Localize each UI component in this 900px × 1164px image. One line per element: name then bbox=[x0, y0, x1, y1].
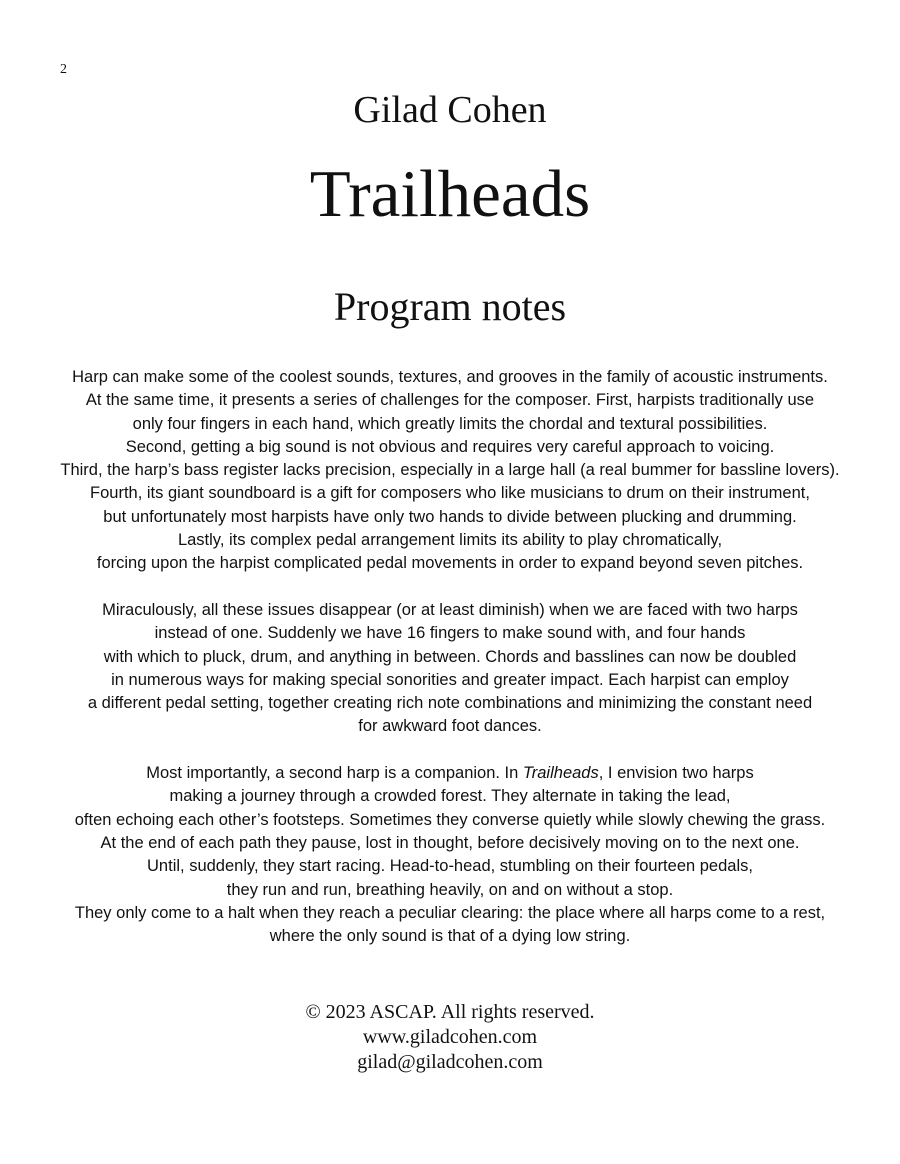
notes-line: Lastly, its complex pedal arrangement limits its ability to play chromatically, bbox=[177, 531, 723, 550]
notes-line: instead of one. Suddenly we have 16 fingers to make sound with, and four hands bbox=[154, 624, 746, 643]
notes-line: for awkward foot dances. bbox=[358, 717, 542, 736]
email-link[interactable]: gilad@giladcohen.com bbox=[357, 1051, 543, 1073]
notes-line: but unfortunately most harpists have only two hands to divide between plucking and drumming. bbox=[103, 507, 797, 526]
program-notes-heading: Program notes bbox=[333, 284, 567, 329]
notes-line: in numerous ways for making special sonorities and greater impact. Each harpist can employ bbox=[111, 670, 789, 689]
notes-text: Most importantly, a second harp is a companion. In bbox=[146, 764, 523, 783]
notes-line: they run and run, breathing heavily, on and on without a stop. bbox=[226, 880, 674, 899]
piece-title-italic: Trailheads bbox=[522, 764, 599, 783]
notes-line: Until, suddenly, they start racing. Head-to-head, stumbling on their fourteen pedals, bbox=[147, 857, 753, 876]
program-notes-body bbox=[20, 366, 880, 972]
notes-line: Fourth, its giant soundboard is a gift for composers who like musicians to drum on their instrument, bbox=[90, 484, 810, 503]
notes-paragraph-1 bbox=[20, 366, 880, 576]
notes-line: only four fingers in each hand, which greatly limits the chordal and textural possibilities. bbox=[132, 414, 768, 433]
notes-line: with which to pluck, drum, and anything in between. Chords and basslines can now be doubled bbox=[103, 647, 797, 666]
notes-line: They only come to a halt when they reach a peculiar clearing: the place where all harps come to a rest, bbox=[74, 903, 826, 922]
notes-line: where the only sound is that of a dying low string. bbox=[269, 927, 631, 946]
notes-paragraph-3 bbox=[20, 762, 880, 948]
notes-line bbox=[20, 762, 880, 785]
notes-line: Miraculously, all these issues disappear (or at least diminish) when we are faced with two harps bbox=[102, 600, 798, 619]
notes-text: , I envision two harps bbox=[598, 764, 754, 783]
notes-line: Second, getting a big sound is not obvious and requires very careful approach to voicing. bbox=[125, 437, 775, 456]
notes-line: making a journey through a crowded forest. They alternate in taking the lead, bbox=[169, 787, 731, 806]
notes-line: At the end of each path they pause, lost in thought, before decisively moving on to the next one. bbox=[100, 833, 800, 852]
page-number: 2 bbox=[60, 62, 67, 77]
notes-line: Third, the harp’s bass register lacks precision, especially in a large hall (a real bummer for bassline lovers). bbox=[60, 461, 840, 480]
notes-line: At the same time, it presents a series of challenges for the composer. First, harpists traditionally use bbox=[85, 391, 815, 410]
piece-title: Trailheads bbox=[309, 157, 591, 231]
notes-line: forcing upon the harpist complicated pedal movements in order to expand beyond seven pitches. bbox=[96, 554, 804, 573]
notes-line: Harp can make some of the coolest sounds, textures, and grooves in the family of acoustic instruments. bbox=[72, 368, 828, 386]
composer-name: Gilad Cohen bbox=[353, 89, 547, 131]
footer bbox=[0, 1000, 900, 1075]
notes-line: a different pedal setting, together creating rich note combinations and minimizing the constant need bbox=[87, 694, 813, 713]
notes-line: often echoing each other’s footsteps. Sometimes they converse quietly while slowly chewing the grass. bbox=[74, 810, 826, 829]
notes-paragraph-2 bbox=[20, 599, 880, 739]
website-link[interactable]: www.giladcohen.com bbox=[362, 1026, 538, 1048]
copyright-notice: © 2023 ASCAP. All rights reserved. bbox=[305, 1001, 595, 1023]
